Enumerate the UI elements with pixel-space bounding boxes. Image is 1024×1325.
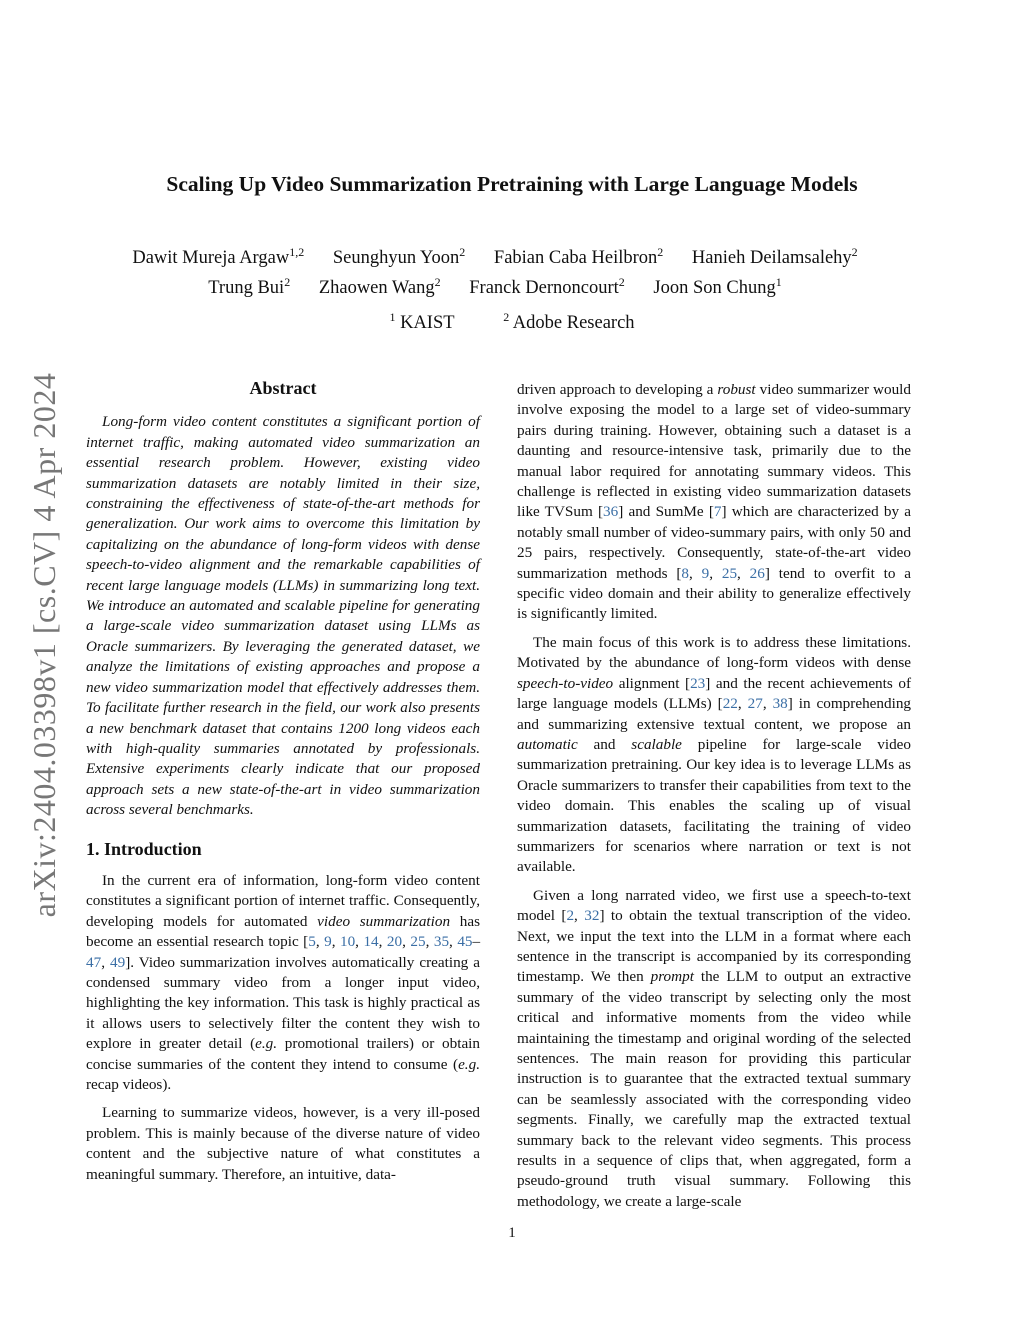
emphasis: speech-to-video <box>517 674 614 692</box>
emphasis: scalable <box>631 735 682 753</box>
citation-link[interactable]: 9 <box>324 933 332 951</box>
citation-link[interactable]: 36 <box>603 503 619 521</box>
author: Trung Bui$^2$ <box>208 275 291 299</box>
affiliation: $^2$ Adobe Research <box>503 310 635 334</box>
citation-link[interactable]: 7 <box>713 503 722 521</box>
intro-paragraph-2: Learning to summarize videos, however, is a very ill-posed problem. This is mainly because of the diverse nature of video content and the subjective nature of what constitutes a meaningful summary. Therefore, an intuitive, data- <box>86 1104 480 1183</box>
citation-link[interactable]: 25 <box>721 564 738 582</box>
citation-link[interactable]: 2 <box>566 907 575 925</box>
emphasis: robust <box>717 381 756 398</box>
left-column <box>86 378 480 1193</box>
author: Zhaowen Wang$^2$ <box>318 275 441 299</box>
citation-link[interactable]: 47 <box>86 953 102 971</box>
author: Seunghyun Yoon$^2$ <box>332 245 466 269</box>
abstract-heading: Abstract <box>249 378 317 398</box>
citation-link[interactable]: 9 <box>701 564 710 582</box>
arxiv-identifier-stamp: arXiv:2404.03398v1 [cs.CV] 4 Apr 2024 <box>26 372 62 918</box>
affiliations <box>0 310 1024 334</box>
citation-link[interactable]: 35 <box>433 933 450 951</box>
author-list <box>100 240 890 300</box>
citation-link[interactable]: 23 <box>690 674 706 692</box>
abstract-text: Long-form video content constitutes a significant portion of internet traffic, making automated video summarization an essential research problem. However, existing video summarization datasets are notably limited in their size, constraining the effectiveness of state-of-the-art methods for generalization. Our work aims to overcome this limitation by capitalizing on the abundance of long-form videos with dense speech-to-video alignment and the remarkable capabilities of recent large language models (LLMs) in summarizing long text. We introduce an automated and scalable pipeline for generating a large-scale video summarization dataset using LLMs as Oracle summarizers. By leveraging the generated dataset, we analyze the limitations of existing approaches and propose a new video summarization model that effectively addresses them. To facilitate further research in the field, our work also presents a new benchmark dataset that contains 1200 long videos each with high-quality summaries annotated by professionals. Extensive experiments clearly indicate that our proposed approach sets a new state-of-the-art in video summarization across several benchmarks. <box>86 413 480 819</box>
citation-link[interactable]: 14 <box>363 933 379 951</box>
citation-link[interactable]: 49 <box>110 953 126 971</box>
citation-link[interactable]: 25 <box>410 933 426 951</box>
intro-paragraph-1: In the current era of information, long-form video content constitutes a significant portion of internet traffic. Consequently, developing models for automated video summarization has become an essential research topic [5, 9, 10, 14, 20, 25, 35, 45–47, 49]. Video summarization involves automatically creating a condensed summary video from a longer input video, highlighting the key information. This task is highly practical as it allows users to selectively filter the content they wish to explore in greater detail (e.g. promotional trailers) or obtain concise summaries of the content they intend to consume (e.g. recap videos). <box>86 871 481 1093</box>
page-number: 1 <box>508 1225 516 1241</box>
section-heading-introduction: 1. Introduction <box>86 838 202 859</box>
paper-title: Scaling Up Video Summarization Pretraining with Large Language Models <box>166 172 858 196</box>
emphasis: prompt <box>650 968 694 986</box>
emphasis: automatic <box>517 735 578 753</box>
author: Dawit Mureja Argaw$^{1,2}$ <box>132 245 305 269</box>
citation-link[interactable]: 45 <box>457 933 473 951</box>
author: Fabian Caba Heilbron$^2$ <box>493 245 664 269</box>
author: Hanieh Deilamsalehy$^2$ <box>691 245 858 269</box>
citation-link[interactable]: 27 <box>747 695 763 713</box>
emphasis: e.g. <box>255 1035 278 1053</box>
citation-link[interactable]: 8 <box>681 564 690 582</box>
citation-link[interactable]: 32 <box>584 907 600 925</box>
citation-link[interactable]: 5 <box>308 933 316 951</box>
citation-link[interactable]: 22 <box>722 695 738 713</box>
citation-link[interactable]: 20 <box>386 933 403 951</box>
emphasis: e.g. <box>458 1055 480 1073</box>
citation-link[interactable]: 10 <box>339 933 356 951</box>
author: Joon Son Chung$^1$ <box>653 275 782 299</box>
citation-link[interactable]: 26 <box>749 564 765 582</box>
author: Franck Dernoncourt$^2$ <box>469 275 625 299</box>
citation-link[interactable]: 38 <box>772 695 788 713</box>
intro-paragraph-3: The main focus of this work is to address these limitations. Motivated by the abundance of long-form videos with dense speech-to-video alignment [23] and the recent achievements of large language models (LLMs) [22, 27, 38] in comprehending and summarizing extensive textual content, we propose an automatic and scalable pipeline for large-scale video summarization pretraining. Our key idea is to leverage LLMs as Oracle summarizers to transfer their capabilities from text to the video domain. This enables the scaling up of visual summarization datasets, facilitating the training of video summarizers for scenarios where narration or text is not available. <box>517 633 912 876</box>
affiliation: $^1$ KAIST <box>389 310 455 334</box>
emphasis: video summarization <box>317 912 451 930</box>
intro-paragraph-4: Given a long narrated video, we first use a speech-to-text model [2, 32] to obtain the textual transcription of the video. Next, we input the text into the LLM in a format where each sentence in the transcript is accompanied by its corresponding timestamp. We then prompt the LLM to output an extractive summary of the video transcript by selecting only the most critical and informative moments from the video while maintaining the timestamp and original wording of the selected sentences. The main reason for providing this particular instruction is to guarantee that the extracted textual summary can be seamlessly associated with the corresponding video segments. Finally, we carefully map the extracted textual summary back to the relevant video segments. This process results in a sequence of clips that, when aggregated, form a pseudo-ground truth visual summary. Following this methodology, we create a large-scale <box>517 886 911 1210</box>
right-column <box>517 380 911 1220</box>
intro-paragraph-2-continued: driven approach to developing a robust video summarizer would involve exposing the model to a large set of video-summary pairs during training. However, obtaining such a dataset is a daunting and resource-intensive task, primarily due to the manual labor required for annotating summary videos. This challenge is reflected in existing video summarization datasets like TVSum [36] and SumMe [7] which are characterized by a notably small number of video-summary pairs, with only 50 and 25 pairs, respectively. Consequently, state-of-the-art video summarization methods [8, 9, 25, 26] tend to overfit to a specific video domain and their ability to generalize effectively is significantly limited. <box>517 381 912 623</box>
